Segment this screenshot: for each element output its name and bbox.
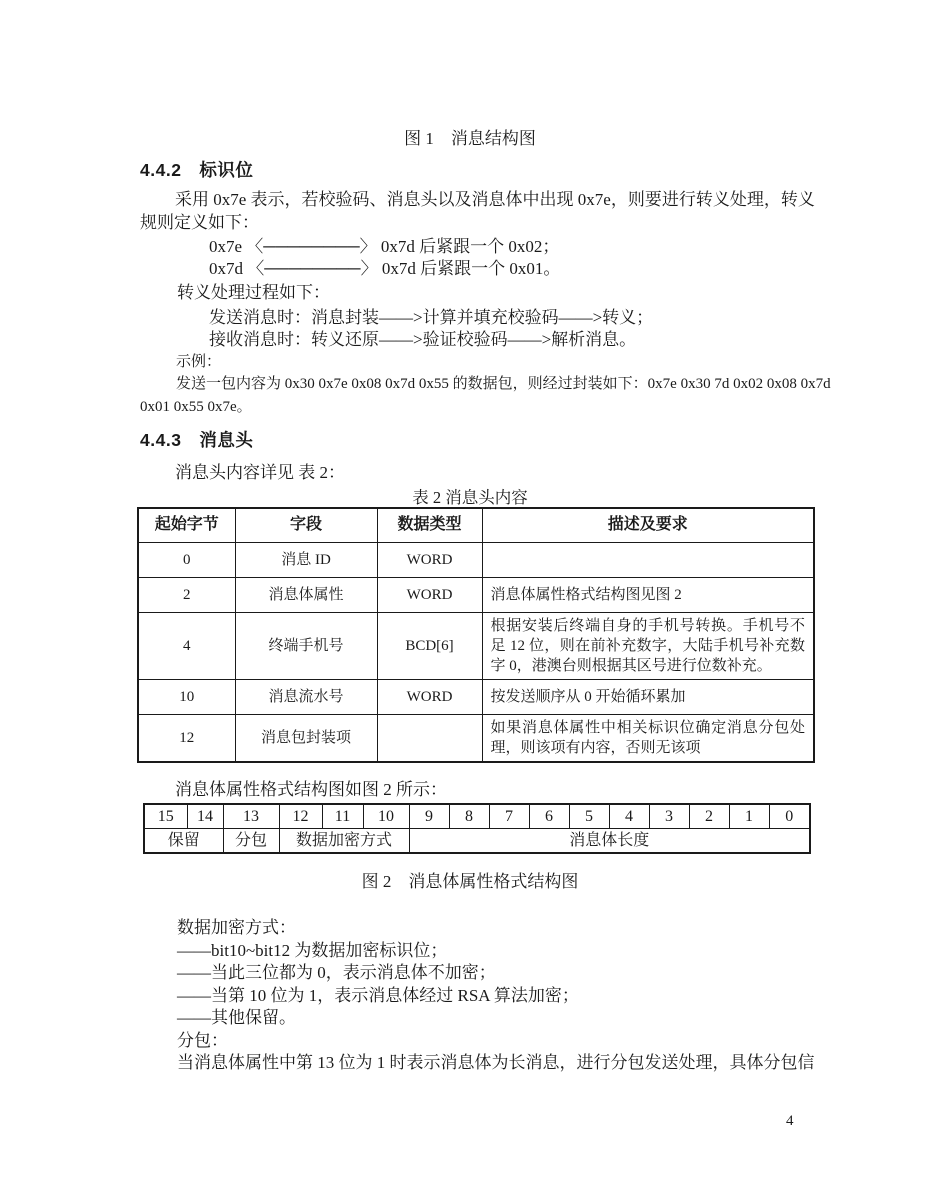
cell-start-byte: 12: [138, 714, 235, 762]
bit-number: 6: [529, 804, 569, 829]
bit-field-body-length: 消息体长度: [409, 829, 810, 854]
cell-data-type: BCD[6]: [377, 612, 482, 679]
table-row: [138, 612, 814, 679]
paragraph-line: 规则定义如下：: [140, 213, 259, 232]
column-header-description: 描述及要求: [482, 508, 814, 542]
figure2-intro-line: 消息体属性格式结构图如图 2 所示：: [175, 780, 447, 799]
process-intro-line: 转义处理过程如下：: [177, 283, 330, 302]
message-body-attribute-bit-table: [143, 803, 811, 854]
bit-field-reserved: 保留: [144, 829, 223, 854]
table-row: [138, 542, 814, 577]
bit-number-row: [144, 804, 810, 829]
encryption-notes-title: 数据加密方式：: [177, 918, 296, 937]
bit-number: 12: [279, 804, 322, 829]
cell-data-type: WORD: [377, 679, 482, 714]
figure1-caption: 图 1 消息结构图: [404, 129, 536, 148]
bit-number: 8: [449, 804, 489, 829]
bit-number: 3: [649, 804, 689, 829]
example-label: 示例：: [176, 354, 222, 370]
message-header-table: [137, 507, 815, 763]
cell-field: 终端手机号: [235, 612, 377, 679]
bit-number: 15: [144, 804, 187, 829]
bit-number: 4: [609, 804, 649, 829]
process-send-line: 发送消息时：消息封装——>计算并填充校验码——>转义；: [209, 308, 654, 327]
example-line: 发送一包内容为 0x30 0x7e 0x08 0x7d 0x55 的数据包，则经过封装如下：0x7e 0x30 7d 0x02 0x08 0x7d: [176, 376, 831, 392]
table-row: [138, 714, 814, 762]
cell-data-type: WORD: [377, 577, 482, 612]
process-recv-line: 接收消息时：转义还原——>验证校验码——>解析消息。: [209, 330, 637, 349]
bit-field-encryption: 数据加密方式: [279, 829, 409, 854]
subpackage-notes-title: 分包：: [177, 1031, 228, 1050]
bit-number: 1: [729, 804, 769, 829]
cell-field: 消息包封装项: [235, 714, 377, 762]
paragraph-line: 采用 0x7e 表示，若校验码、消息头以及消息体中出现 0x7e，则要进行转义处理，转义: [175, 190, 815, 209]
encryption-note-item: ——当此三位都为 0，表示消息体不加密；: [177, 963, 496, 982]
bit-number: 14: [187, 804, 223, 829]
subpackage-note-line: 当消息体属性中第 13 位为 1 时表示消息体为长消息，进行分包发送处理，具体分包信: [177, 1053, 815, 1072]
cell-start-byte: 4: [138, 612, 235, 679]
example-line: 0x01 0x55 0x7e。: [140, 399, 252, 415]
table-header-row: [138, 508, 814, 542]
cell-field: 消息流水号: [235, 679, 377, 714]
cell-description: 消息体属性格式结构图见图 2: [482, 577, 814, 612]
cell-start-byte: 10: [138, 679, 235, 714]
column-header-field: 字段: [235, 508, 377, 542]
cell-data-type: WORD: [377, 542, 482, 577]
page-number: 4: [786, 1113, 794, 1129]
bit-number: 11: [322, 804, 363, 829]
table-row: [138, 679, 814, 714]
cell-start-byte: 2: [138, 577, 235, 612]
section-heading-4-4-2: 4.4.2 标识位: [140, 160, 254, 180]
encryption-note-item: ——其他保留。: [177, 1008, 296, 1027]
bit-number: 9: [409, 804, 449, 829]
bit-number: 7: [489, 804, 529, 829]
bit-number: 13: [223, 804, 279, 829]
cell-description: 根据安装后终端自身的手机号转换。手机号不足 12 位，则在前补充数字，大陆手机号补充数字 0，港澳台则根据其区号进行位数补充。: [482, 612, 814, 679]
column-header-start-byte: 起始字节: [138, 508, 235, 542]
bit-number: 10: [363, 804, 409, 829]
bit-field-label-row: [144, 829, 810, 854]
cell-description: 按发送顺序从 0 开始循环累加: [482, 679, 814, 714]
column-header-data-type: 数据类型: [377, 508, 482, 542]
table2-intro-line: 消息头内容详见 表 2：: [175, 463, 345, 482]
table-row: [138, 577, 814, 612]
encryption-note-item: ——bit10~bit12 为数据加密标识位；: [177, 941, 448, 960]
section-heading-4-4-3: 4.4.3 消息头: [140, 430, 254, 450]
bit-number: 0: [769, 804, 810, 829]
cell-description: 如果消息体属性中相关标识位确定消息分包处理，则该项有内容，否则无该项: [482, 714, 814, 762]
cell-field: 消息 ID: [235, 542, 377, 577]
encryption-note-item: ——当第 10 位为 1，表示消息体经过 RSA 算法加密；: [177, 986, 579, 1005]
escape-rule-7e: 0x7e 〈────────〉 0x7d 后紧跟一个 0x02；: [209, 237, 560, 256]
bit-number: 2: [689, 804, 729, 829]
cell-description: [482, 542, 814, 577]
cell-data-type: [377, 714, 482, 762]
table2-caption: 表 2 消息头内容: [412, 488, 528, 507]
cell-field: 消息体属性: [235, 577, 377, 612]
cell-start-byte: 0: [138, 542, 235, 577]
bit-field-subpackage: 分包: [223, 829, 279, 854]
bit-number: 5: [569, 804, 609, 829]
figure2-caption: 图 2 消息体属性格式结构图: [361, 872, 579, 891]
escape-rule-7d: 0x7d 〈────────〉 0x7d 后紧跟一个 0x01。: [209, 259, 561, 278]
